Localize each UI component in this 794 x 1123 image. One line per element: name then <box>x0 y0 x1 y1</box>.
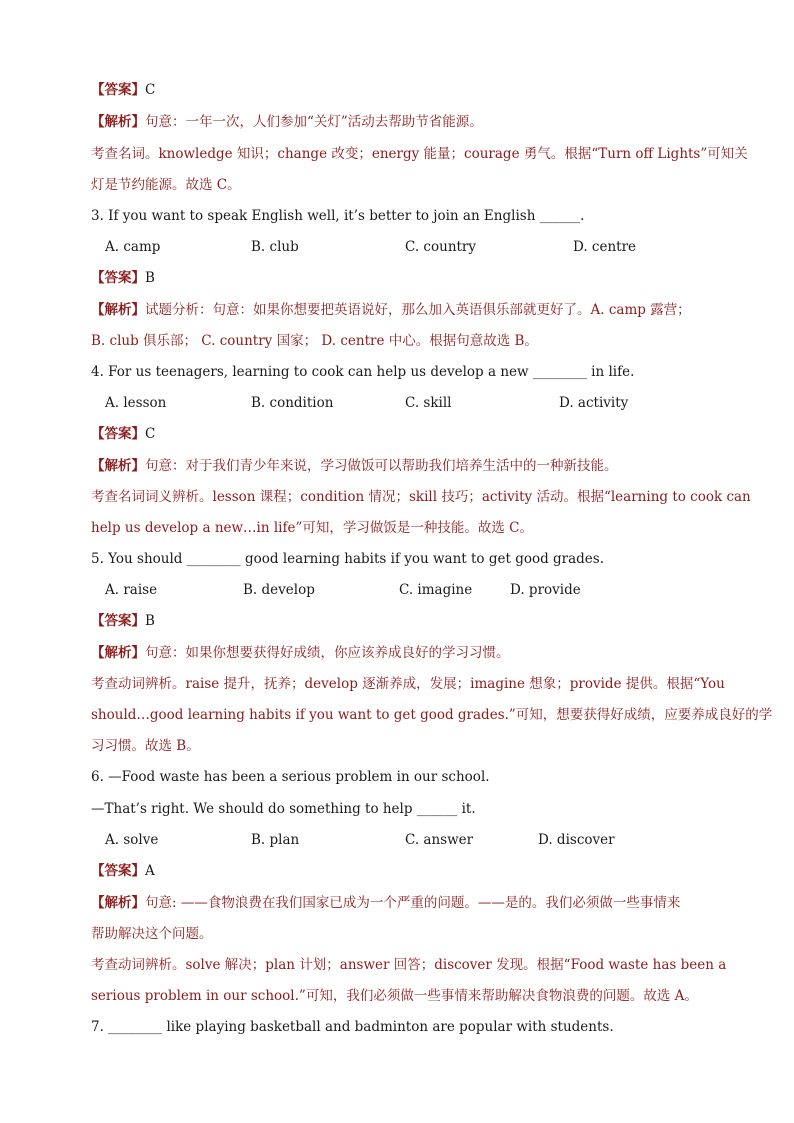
line-text: 句意：对于我们青少年来说，学习做饭可以帮助我们培养生活中的一种新技能。 <box>145 458 618 474</box>
option-choice: B. develop <box>243 582 315 598</box>
line-text: B <box>145 270 155 286</box>
option-choice: D. activity <box>559 395 629 411</box>
analysis-line <box>91 112 483 132</box>
line-text: C <box>145 426 156 442</box>
text-line <box>91 549 604 569</box>
section-tag: 【解析】 <box>91 302 145 318</box>
section-tag: 【解析】 <box>91 645 145 661</box>
line-text: 灯是节约能源。故选 C。 <box>91 177 241 193</box>
text-line <box>91 487 751 507</box>
answer-line <box>91 268 155 288</box>
text-line <box>91 1017 614 1037</box>
line-text: B. club 俱乐部； C. country 国家； D. centre 中心。根据句意故选 B。 <box>91 333 538 349</box>
answer-line <box>91 424 155 444</box>
analysis-line <box>91 643 510 663</box>
line-text: —That’s right. We should do something to help ______ it. <box>91 801 476 817</box>
text-line <box>91 736 200 756</box>
line-text: 考查动词辨析。raise 提升，抚养；develop 逐渐养成，发展；imagine 想象；provide 提供。根据“You <box>91 676 725 692</box>
line-text: 帮助解决这个问题。 <box>91 926 213 942</box>
line-text: should…good learning habits if you want to get good grades.”可知，想要获得好成绩，应要养成良好的学 <box>91 707 773 723</box>
answer-line <box>91 611 155 631</box>
line-text: 3. If you want to speak English well, it’s better to join an English ______. <box>91 208 585 224</box>
line-text: 5. You should ________ good learning habits if you want to get good grades. <box>91 551 605 567</box>
line-text: 试题分析：句意：如果你想要把英语说好，那么加入英语俱乐部就更好了。A. camp 露营； <box>145 302 691 318</box>
text-line <box>91 144 748 164</box>
line-text: help us develop a new…in life”可知，学习做饭是一种技能。故选 C。 <box>91 520 533 536</box>
option-choice: A. raise <box>105 582 158 598</box>
section-tag: 【答案】 <box>91 613 145 629</box>
line-text: 句意: ——食物浪费在我们国家已成为一个严重的问题。——是的。我们必须做一些事情来 <box>145 895 681 911</box>
section-tag: 【答案】 <box>91 82 145 98</box>
section-tag: 【答案】 <box>91 270 145 286</box>
line-text: 句意：一年一次，人们参加“关灯”活动去帮助节省能源。 <box>145 114 483 130</box>
option-choice: D. provide <box>510 582 581 598</box>
option-choice: A. camp <box>105 239 161 255</box>
analysis-line <box>91 456 618 476</box>
option-choice: C. skill <box>405 395 452 411</box>
line-text: 7. ________ like playing basketball and badminton are popular with students. <box>91 1019 614 1035</box>
section-tag: 【解析】 <box>91 114 145 130</box>
line-text: 句意：如果你想要获得好成绩，你应该养成良好的学习习惯。 <box>145 645 510 661</box>
text-line <box>91 705 772 725</box>
option-choice: B. plan <box>251 832 300 848</box>
option-choice: A. lesson <box>105 395 167 411</box>
line-text: 6. —Food waste has been a serious problem in our school. <box>91 769 490 785</box>
option-choice: C. answer <box>405 832 474 848</box>
line-text: 习习惯。故选 B。 <box>91 738 200 754</box>
analysis-line <box>91 893 680 913</box>
section-tag: 【解析】 <box>91 458 145 474</box>
text-line <box>91 924 213 944</box>
text-line <box>91 767 490 787</box>
text-line <box>91 518 533 538</box>
text-line <box>91 331 538 351</box>
option-choice: C. imagine <box>399 582 473 598</box>
line-text: 考查名词。knowledge 知识；change 改变；energy 能量；courage 勇气。根据“Turn off Lights”可知关 <box>91 146 748 162</box>
option-choice: D. discover <box>538 832 615 848</box>
line-text: serious problem in our school.”可知，我们必须做一些事情来帮助解决食物浪费的问题。故选 A。 <box>91 988 698 1004</box>
text-line <box>91 986 698 1006</box>
answer-line <box>91 80 155 100</box>
option-choice: D. centre <box>573 239 637 255</box>
line-text: C <box>145 82 156 98</box>
option-choice: C. country <box>405 239 477 255</box>
text-line <box>91 674 725 694</box>
section-tag: 【解析】 <box>91 895 145 911</box>
text-line <box>91 799 476 819</box>
line-text: 考查动词辨析。solve 解决；plan 计划；answer 回答；discover 发现。根据“Food waste has been a <box>91 957 727 973</box>
text-line <box>91 175 241 195</box>
option-choice: B. condition <box>251 395 334 411</box>
option-choice: A. solve <box>105 832 159 848</box>
text-line <box>91 206 584 226</box>
line-text: 考查名词词义辨析。lesson 课程；condition 情况；skill 技巧；activity 活动。根据“learning to cook can <box>91 489 751 505</box>
line-text: 4. For us teenagers, learning to cook can help us develop a new ________ in life. <box>91 364 635 380</box>
option-choice: B. club <box>251 239 299 255</box>
section-tag: 【答案】 <box>91 426 145 442</box>
analysis-line <box>91 300 691 320</box>
line-text: B <box>145 613 155 629</box>
line-text: A <box>145 863 155 879</box>
text-line <box>91 362 634 382</box>
answer-line <box>91 861 155 881</box>
text-line <box>91 955 726 975</box>
section-tag: 【答案】 <box>91 863 145 879</box>
